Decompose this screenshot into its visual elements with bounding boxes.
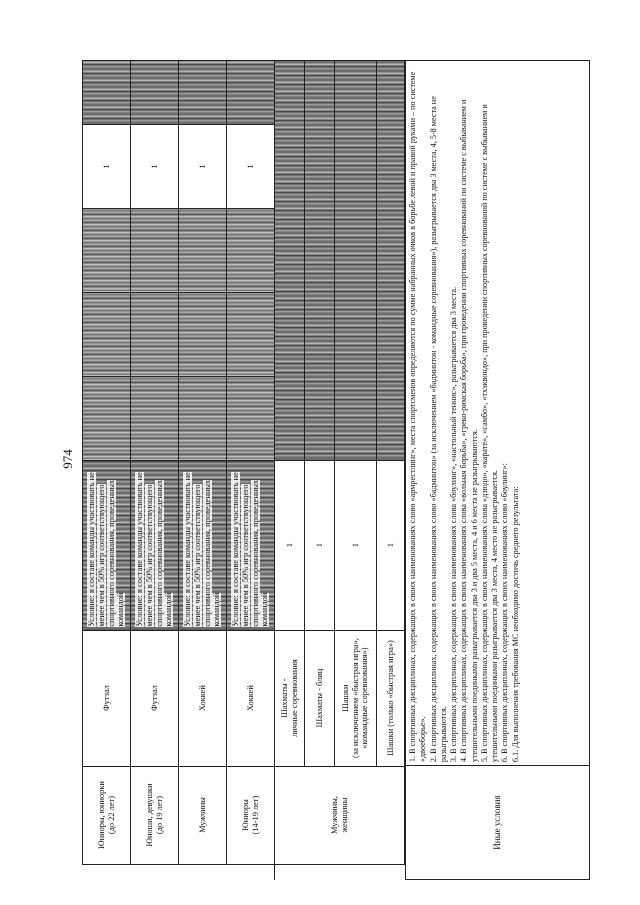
shaded-cell <box>179 208 227 292</box>
value-cell: 1 <box>227 125 275 209</box>
page-number: 974 <box>60 449 75 469</box>
shaded-cell <box>131 292 179 376</box>
age-group-cell: Юниоры, юниорки (до 22 лет) <box>83 766 131 864</box>
condition-item: 3. В спортивных дисциплинах, содержащих в своих наименованиях слова «боулинг», «настольный теннис», разыгрывается два 3 места. <box>449 286 458 763</box>
condition-cell: Условие: в составе команды участвовать не менее чем в 50% игр соответствующего спортивного соревнования, проведенных командой <box>179 460 227 630</box>
discipline-cell: Шашки (только «быстрая игра») <box>377 630 405 766</box>
discipline-cell: Шахматы - личные соревнования <box>275 630 305 766</box>
table-row <box>335 61 377 881</box>
rotated-table-page <box>82 60 562 880</box>
shaded-cell <box>83 61 131 125</box>
value-cell: 1 <box>305 460 335 630</box>
shaded-cell <box>131 208 179 292</box>
condition-cell: Условие: в составе команды участвовать не менее чем в 50% игр соответствующего спортивного соревнования, проведенных командой <box>83 460 131 630</box>
shaded-cell <box>227 292 275 376</box>
shaded-cell <box>227 376 275 460</box>
shaded-cell <box>305 61 335 461</box>
age-group-cell: Юноши, девушки (до 19 лет) <box>131 766 179 864</box>
age-group-cell: Мужчины, женщины <box>275 766 405 864</box>
norms-table <box>82 60 405 880</box>
table-row <box>275 61 305 881</box>
age-group-cell: Мужчины <box>179 766 227 864</box>
shaded-cell <box>227 61 275 125</box>
condition-item: 1. В спортивных дисциплинах, содержащих в своих наименованиях слово «армрестлинг», места спортсменов определяются по сумме набранных очков в борьбе левой и правой руками – по системе «двоеборье». <box>408 71 428 763</box>
value-cell: 1 <box>275 460 305 630</box>
value-cell: 1 <box>179 125 227 209</box>
shaded-cell <box>83 376 131 460</box>
value-cell: 1 <box>83 125 131 209</box>
shaded-cell <box>83 208 131 292</box>
shaded-cell <box>131 61 179 125</box>
shaded-cell <box>275 61 305 461</box>
table-row <box>406 61 590 880</box>
value-cell: 1 <box>377 460 405 630</box>
shaded-cell <box>335 61 377 461</box>
condition-cell: Условие: в составе команды участвовать не менее чем в 50% игр соответствующего спортивного соревнования, проведенных командой <box>131 460 179 630</box>
discipline-cell: Футзал <box>83 630 131 766</box>
discipline-cell: Футзал <box>131 630 179 766</box>
table-row <box>131 61 179 881</box>
discipline-cell: Шашки (за исключением «быстрая игра», «командные соревнования») <box>335 630 377 766</box>
shaded-cell <box>179 376 227 460</box>
value-cell: 1 <box>131 125 179 209</box>
shaded-cell <box>179 292 227 376</box>
shaded-cell <box>227 208 275 292</box>
condition-item: 5. В спортивных дисциплинах, содержащих в своих наименованиях слова «дзюдо», «карате», «самбо», «тхэквондо», при проведении спортивных соревнований по системе с выбыванием и утешительными поединками разыгрывается два 3 места, 4 место не разыгрывается. <box>479 104 499 763</box>
table-row <box>227 61 275 881</box>
condition-item: 6.1. Для выполнения требования МС необходимо достичь среднего результата: <box>510 486 520 763</box>
age-group-cell: Юниоры (14-19 лет) <box>227 766 275 864</box>
discipline-cell: Хоккей <box>179 630 227 766</box>
table-row <box>305 61 335 881</box>
condition-cell: Условие: в составе команды участвовать не менее чем в 50% игр соответствующего спортивного соревнования, проведенных командой <box>227 460 275 630</box>
discipline-cell: Хоккей <box>227 630 275 766</box>
other-conditions-label: Иные условия <box>406 766 590 880</box>
shaded-cell <box>83 292 131 376</box>
condition-item: 6. В спортивных дисциплинах, содержащих в своих наименованиях слово «боулинг»: <box>500 463 510 763</box>
other-conditions-table <box>405 60 590 880</box>
shaded-cell <box>377 61 405 461</box>
value-cell: 1 <box>335 460 377 630</box>
table-row <box>377 61 405 881</box>
table-row <box>179 61 227 881</box>
condition-item: 2. В спортивных дисциплинах, содержащих в своих наименованиях слово «бадминтон» (за исключением «бадминтон - командные соревнования»), разыгрывается два 3 места, 4, 5-8 места не разыгрываются. <box>428 96 448 763</box>
table-row <box>83 61 131 881</box>
discipline-cell: Шахматы - блиц <box>305 630 335 766</box>
shaded-cell <box>179 61 227 125</box>
condition-item: 4. В спортивных дисциплинах, содержащих в своих наименованиях слова «вольная борьба», «греко-римская борьба», при проведении спортивных соревнований по системе с выбыванием и утешительными поединками разыгрывается два 3 и два 5 места, 4 и 6 места не разыгрываются. <box>459 99 479 763</box>
shaded-cell <box>131 376 179 460</box>
conditions-text <box>406 61 590 766</box>
